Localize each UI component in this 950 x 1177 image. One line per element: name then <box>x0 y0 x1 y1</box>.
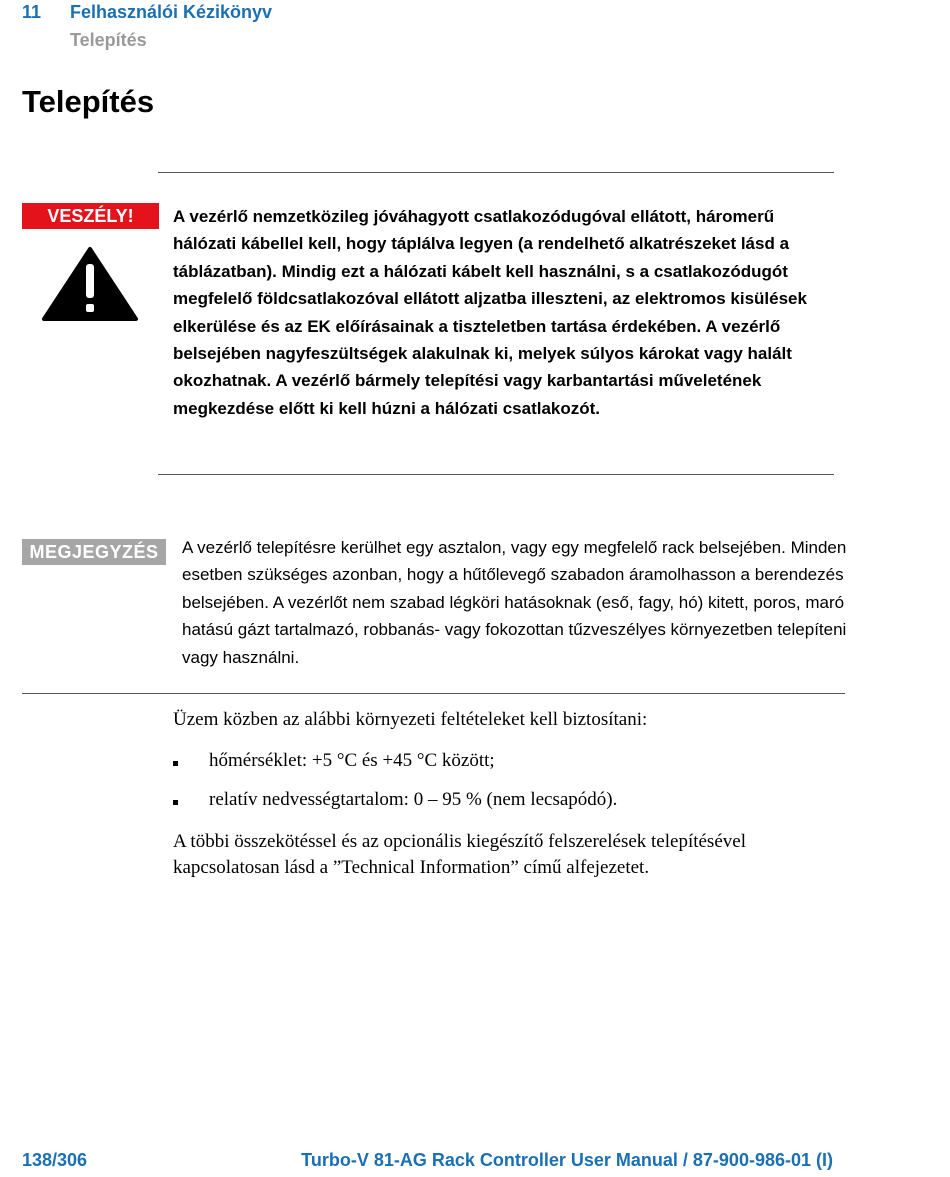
danger-top-rule <box>158 172 834 173</box>
chapter-number: 11 <box>22 2 42 22</box>
manual-title: Felhasználói Kézikönyv <box>70 2 273 22</box>
danger-text: A vezérlő nemzetközileg jóváhagyott csatlakozódugóval ellátott, háromerű hálózati kábellel kell, hogy táplálva legyen (a rendelhető alkatrészeket lásd a táblázatban). Mindig ezt a hálózati kábelt kell használni, s a csatlakozódugót megfelelő földcsatlakozóval ellátott aljzatba illeszteni, az elektromos kisülések elkerülése és az EK előírásainak a tiszteletben tartása érdekében. A vezérlő belsejében nagyfeszültségek alakulnak ki, melyek súlyos károkat vagy halált okozhatnak. A vezérlő bármely telepítési vagy karbantartási műveletének megkezdése előtt ki kell húzni a hálózati csatlakozót. <box>173 207 807 418</box>
environment-intro: Üzem közben az alábbi környezeti feltételeket kell biztosítani: <box>173 709 648 730</box>
danger-bottom-rule <box>158 474 834 475</box>
section-subtitle: Telepítés <box>70 30 147 50</box>
page-number: 138/306 <box>22 1150 88 1170</box>
note-text: A vezérlő telepítésre kerülhet egy asztalon, vagy egy megfelelő rack belsejében. Minden esetben szükséges azonban, hogy a hűtőlevegő szabadon áramolhasson a berendezés belsejében. A vezérlőt nem szabad légköri hatásoknak (eső, fagy, hó) kitett, poros, maró hatású gázt tartalmazó, robbanás- vagy fokozottan tűzveszélyes környezetben telepíteni vagy használni. <box>182 538 847 667</box>
footer-manual-reference: Turbo-V 81-AG Rack Controller User Manual / 87-900-986-01 (I) <box>301 1150 833 1170</box>
page-title: Telepítés <box>22 84 155 119</box>
note-badge: MEGJEGYZÉS <box>22 539 166 565</box>
note-bottom-rule <box>22 693 845 694</box>
bullet-icon <box>173 761 178 766</box>
list-item-text: hőmérséklet: +5 °C és +45 °C között; <box>209 750 495 771</box>
bullet-icon <box>173 800 178 805</box>
danger-badge: VESZÉLY! <box>22 203 159 229</box>
warning-triangle-icon <box>42 246 138 322</box>
list-item-text: relatív nedvességtartalom: 0 – 95 % (nem lecsapódó). <box>209 789 618 810</box>
closing-paragraph: A többi összekötéssel és az opcionális kiegészítő felszerelések telepítésével kapcsolatosan lásd a ”Technical Information” című alfejezetet. <box>173 831 746 878</box>
